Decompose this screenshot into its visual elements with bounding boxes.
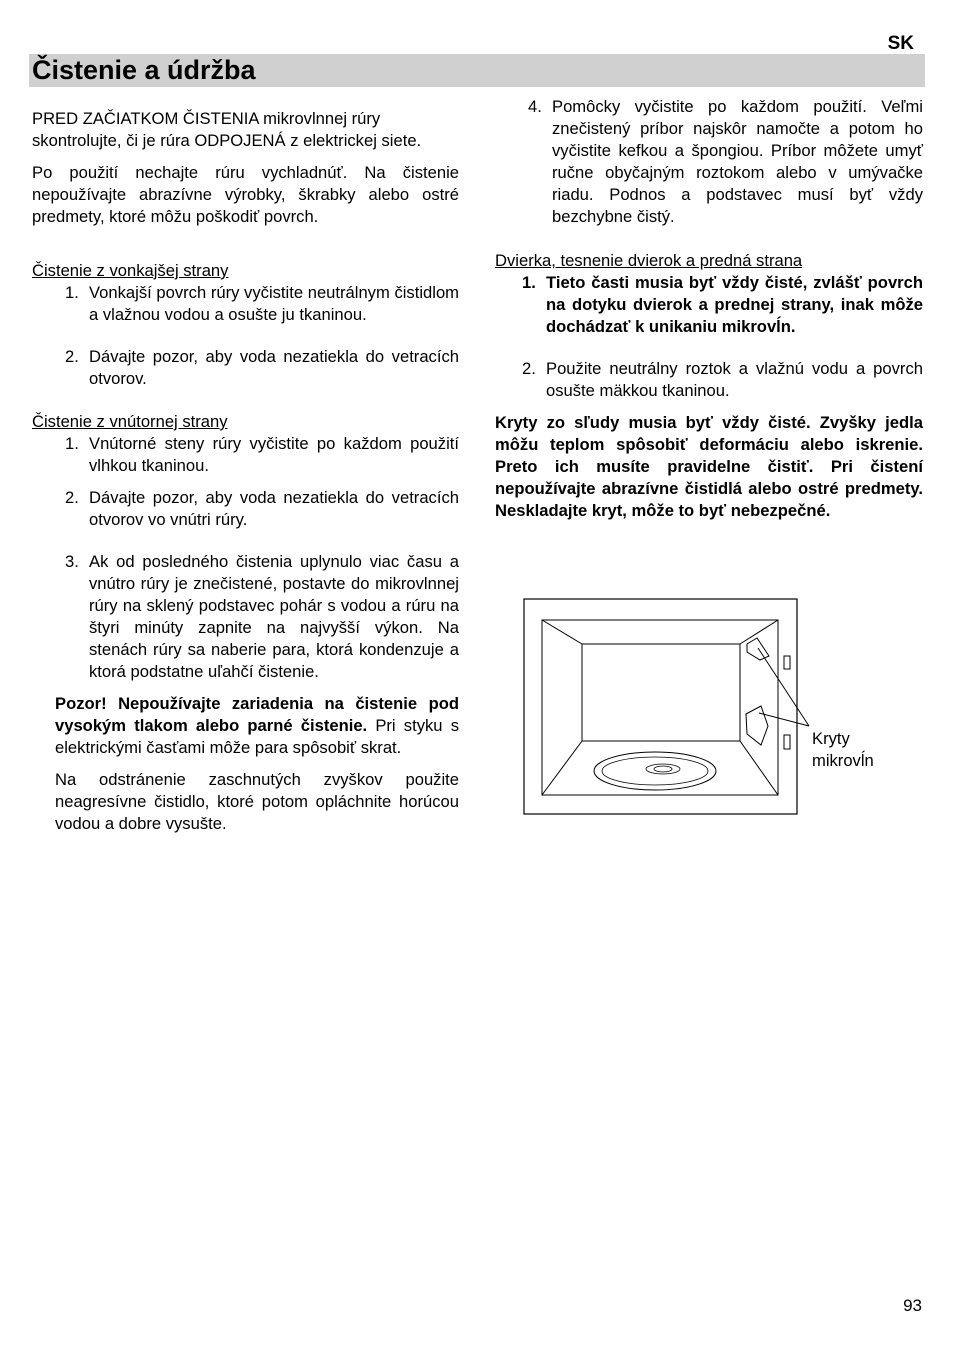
mica-cover-warning: Kryty zo sľudy musia byť vždy čisté. Zvyšky jedla môžu teplom spôsobiť deformáciu alebo iskrenie. Preto ich musíte pravidelne čistiť. Pri čistení nepoužívajte abrazívne čistidlá alebo ostré predmety. Neskladajte kryt, môže to byť nebezpečné.: [495, 413, 923, 520]
page-title: Čistenie a údržba: [32, 55, 256, 85]
outside-cleaning-heading: Čistenie z vonkajšej strany: [32, 261, 229, 280]
list-item: [495, 272, 923, 338]
microwave-diagram: [523, 598, 923, 818]
list-item: [32, 551, 459, 683]
page-number: 93: [903, 1296, 922, 1315]
list-number: 2.: [522, 359, 536, 378]
mica-cover-lower: [746, 706, 768, 745]
inside-cleaning-heading: Čistenie z vnútornej strany: [32, 412, 228, 431]
list-text: Tieto časti musia byť vždy čisté, zvlášť povrch na dotyku dvierok a prednej strany, inak môže dochádzať k unikaniu mikrovĺn.: [546, 273, 923, 336]
list-item: [32, 282, 459, 326]
figure-label-line-2: mikrovĺn: [812, 751, 874, 770]
residue-paragraph: Na odstránenie zaschnutých zvyškov použite neagresívne čistidlo, ktoré potom opláchnite horúcou vodou a dobre vysušte.: [55, 770, 459, 833]
list-number: 2.: [65, 347, 79, 366]
title-bar: [29, 54, 925, 87]
list-item: [32, 487, 459, 531]
list-number: 1.: [65, 283, 79, 302]
list-number: 1.: [522, 273, 536, 292]
list-text: Pomôcky vyčistite po každom použití. Veľmi znečistený príbor najskôr namočte a potom ho vyčistite kefkou a špongiou. Príbor môžete umyť ručne obyčajným roztokom alebo v umývačke riadu. Podnos a podstavec musí byť vždy bezchybne čistý.: [552, 97, 923, 226]
oven-cavity-back: [542, 620, 778, 795]
oven-outer-frame: [524, 599, 797, 814]
figure-label: [812, 728, 874, 772]
intro-paragraph-1: PRED ZAČIATKOM ČISTENIA mikrovlnnej rúry skontrolujte, či je rúra ODPOJENÁ z elektrickej siete.: [32, 109, 422, 150]
list-item: [495, 96, 923, 228]
list-item: [32, 346, 459, 390]
turntable-hub-center: [654, 766, 672, 772]
pressure-warning: [55, 693, 459, 759]
door-heading: Dvierka, tesnenie dvierok a predná strana: [495, 251, 803, 270]
right-column: [495, 96, 923, 522]
list-text: Vonkajší povrch rúry vyčistite neutrálnym čistidlom a vlažnou vodou a osušte ju tkaninou.: [89, 283, 459, 324]
figure-label-line-1: Kryty: [812, 729, 850, 748]
oven-rear-wall: [582, 644, 740, 741]
turntable-hub: [646, 764, 680, 774]
list-text: Použite neutrálny roztok a vlažnú vodu a povrch osušte mäkkou tkaninou.: [546, 359, 923, 400]
list-number: 3.: [65, 552, 79, 571]
list-item: [32, 433, 459, 477]
list-text: Vnútorné steny rúry vyčistite po každom použití vlhkou tkaninou.: [89, 434, 459, 475]
left-column: [32, 108, 459, 835]
list-number: 2.: [65, 488, 79, 507]
intro-paragraph-2: Po použití nechajte rúru vychladnúť. Na čistenie nepoužívajte abrazívne výrobky, škrabky alebo ostré predmety, ktoré môžu poškodiť povrch.: [32, 163, 459, 226]
list-number: 4.: [528, 97, 542, 116]
cavity-edge-line: [542, 620, 582, 644]
pressure-warning-bold: Pozor! Nepoužívajte zariadenia na čistenie pod vysokým tlakom alebo parné čistenie.: [55, 694, 459, 735]
side-vent-upper: [784, 656, 790, 669]
cavity-edge-line: [542, 741, 582, 795]
side-vent-lower: [784, 735, 790, 749]
list-text: Ak od posledného čistenia uplynulo viac času a vnútro rúry je znečistené, postavte do mikrovlnnej rúry na sklený podstavec pohár s vodou a rúru na štyri minúty zapnite na najvyšší výkon. Na stenách rúry sa naberie para, ktorá kondenzuje a ktorá podstatne uľahčí čistenie.: [89, 552, 459, 681]
list-item: [495, 358, 923, 402]
list-text: Dávajte pozor, aby voda nezatiekla do vetracích otvorov vo vnútri rúry.: [89, 488, 459, 529]
list-number: 1.: [65, 434, 79, 453]
language-code: SK: [887, 33, 914, 54]
pressure-warning-text: Pri styku s elektrickými časťami môže para spôsobiť skrat.: [55, 716, 459, 757]
mica-cover-upper: [747, 638, 769, 660]
cavity-edge-line: [740, 741, 778, 795]
list-text: Dávajte pozor, aby voda nezatiekla do vetracích otvorov.: [89, 347, 459, 388]
